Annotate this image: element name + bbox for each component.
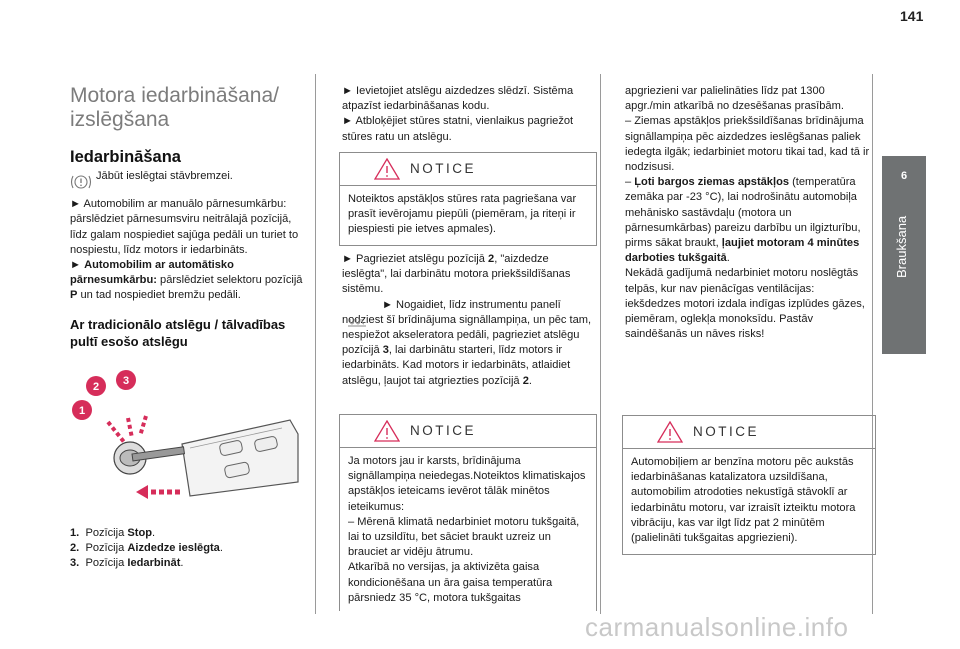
- notice-text: Noteiktos apstākļos stūres rata pagriešana var prasīt ievērojamu piepūli (piemēram, ja riteņi ir piespiesti pie ietves apmales).: [348, 193, 577, 236]
- chapter-label: Braukšana: [894, 215, 909, 278]
- marker-1: [72, 400, 92, 420]
- key-subheading: Ar tradicionālo atslēgu / tālvadības pultī esošo atslēgu: [70, 316, 286, 349]
- idle-instruction: ļaujiet motoram 4 minūtes darboties tukšgaitā: [625, 237, 860, 265]
- marker-3: [116, 370, 136, 390]
- svg-text:1: 1: [78, 404, 86, 417]
- page-title: Motora iedarbināšana/ izslēgšana: [70, 84, 279, 131]
- warning-triangle-icon: [657, 421, 683, 443]
- notice-box-1: [339, 152, 597, 246]
- notice-title: NOTICE: [410, 161, 477, 176]
- notice-box-3: [622, 415, 876, 555]
- auto-gearbox-text: pārslēdziet selektoru pozīcijā: [156, 274, 303, 287]
- key-positions-illustration: [70, 364, 300, 514]
- warning-triangle-icon: [374, 158, 400, 180]
- notice-text: Ja motors jau ir karsts, brīdinājuma signāllampiņa neiedegas.Noteiktos klimatiskajos apstākļos ieteicams ievērot tālāk minētos ieteikumus: – Mērenā klimatā nedarbiniet motoru tukšgaitā, lai to uzsildītu, bet sāciet braukt uzreiz un brauciet ar vidēju ātrumu. Atkarībā no versijas, ja aktivizēta gaisa kondicionēšana un āra gaisa temperatūra pārsniedz 35 °C, motora tukšgaitas: [348, 455, 586, 604]
- bullet: ►: [70, 198, 81, 211]
- column-2-middle: [342, 252, 596, 389]
- column-divider: [600, 74, 601, 614]
- info-note-text: Jābūt ieslēgtai stāvbremzei.: [96, 170, 233, 183]
- glow-plug-paragraph: ► Nogaidiet, līdz instrumentu panelī nodziest šī brīdinājuma signāllampiņa, un pēc tam, nespiežot akseleratora pedāli, pagrieziet atslēgu pozīcijā 3, lai darbinātu starteri, līdz motors ir iedarbināts. Kad motors ir iedarbināts, atlaidiet atslēgu, ļaujot tai atgriezties pozīcijā 2.: [342, 298, 592, 387]
- chapter-tab: [882, 156, 926, 354]
- notice-title: NOTICE: [410, 423, 477, 438]
- notice-title: NOTICE: [693, 424, 760, 439]
- page-number: 141: [900, 8, 924, 24]
- unlock-steering-paragraph: ► Atbloķējiet stūres statni, vienlaikus pagriežot stūres ratu un atslēgu.: [342, 115, 574, 143]
- cold-weather-text: apgriezieni var palielināties līdz pat 1300 apgr./min atkarībā no dzesēšanas prasībām. – Ziemas apstākļos priekšsildīšanas brīdinājuma signāllampiņa pēc aizdedzes ieslēgšanas paliek iedegta ilgāk; iedarbiniet motoru tikai tad, kad tā ir nodzisusi. –: [625, 85, 870, 189]
- bullet: ►: [70, 259, 81, 272]
- brake-warning-icon: [70, 173, 92, 191]
- manual-gearbox-paragraph: [70, 197, 310, 258]
- watermark[interactable]: carmanualsonline.info: [585, 612, 849, 642]
- column-1: [70, 84, 310, 571]
- list-item: 1. Pozīcija Stop.: [70, 526, 156, 539]
- insert-key-paragraph: ► Ievietojiet atslēgu aizdedzes slēdzī. Sistēma atpazīst iedarbināšanas kodu.: [342, 85, 574, 113]
- list-item: 3. Pozīcija Iedarbināt.: [70, 557, 184, 570]
- auto-gearbox-paragraph: [70, 258, 310, 304]
- svg-text:3: 3: [122, 374, 130, 387]
- list-item: 2. Pozīcija Aizdedze ieslēgta.: [70, 541, 223, 554]
- position-p: P: [70, 289, 78, 302]
- notice-text: Automobiļiem ar benzīna motoru pēc aukstās iedarbināšanas katalizatora uzsildīšana, automobilim atrodoties nekustīgā stāvoklī ar iedarbinātu motoru, var izraisīt izteiktu motora vibrāciju, kas var ilgt līdz pat 2 minūtēm (palielināti tukšgaitas apgriezieni).: [631, 456, 856, 545]
- column-divider: [315, 74, 316, 614]
- section-heading: Iedarbināšana: [70, 148, 181, 166]
- auto-gearbox-label: Automobilim ar automātisko pārnesumkārbu:: [70, 259, 234, 287]
- manual-gearbox-text: : pārslēdziet pārnesumsviru neitrālajā pozīcijā, līdz galam nospiediet sajūga pedāli un turiet to nospiestu, līdz motors ir iedarbināts.: [70, 198, 299, 256]
- marker-2: [86, 376, 106, 396]
- severe-winter-label: Ļoti bargos ziemas apstākļos: [634, 176, 790, 189]
- positions-list: [70, 526, 310, 572]
- position-2-paragraph: ► Pagrieziet atslēgu pozīcijā 2, "aizdedze ieslēgta", lai darbinātu motora priekšsildīšanas sistēmu.: [342, 253, 571, 296]
- auto-gearbox-tail: un tad nospiediet bremžu pedāli.: [77, 289, 241, 302]
- column-2: [342, 84, 596, 145]
- svg-text:2: 2: [92, 380, 100, 393]
- ventilation-warning: . Nekādā gadījumā nedarbiniet motoru noslēgtās telpās, kur nav pienācīgas ventilācijas: iekšdedzes motori izdala indīgas izplūdes gāzes, piemēram, oglekļa monoksīdu. Pastāv saindēšanās un nāves risks!: [625, 252, 865, 341]
- severe-winter-text: (temperatūra zemāka par -23 °C), lai nodrošinātu automobiļa mehānisko sastāvdaļu (motora un pārnesumkārbas) pareizu darbību un ilgizturību, pirms sākat braukt,: [625, 176, 861, 250]
- column-3: [625, 84, 871, 342]
- chapter-number: 6: [900, 170, 908, 182]
- notice-box-2: [339, 414, 597, 611]
- info-note: [70, 171, 310, 193]
- preheating-warning-icon: [348, 316, 366, 328]
- warning-triangle-icon: [374, 420, 400, 442]
- manual-gearbox-label: Automobilim ar manuālo pārnesumkārbu: [83, 198, 284, 211]
